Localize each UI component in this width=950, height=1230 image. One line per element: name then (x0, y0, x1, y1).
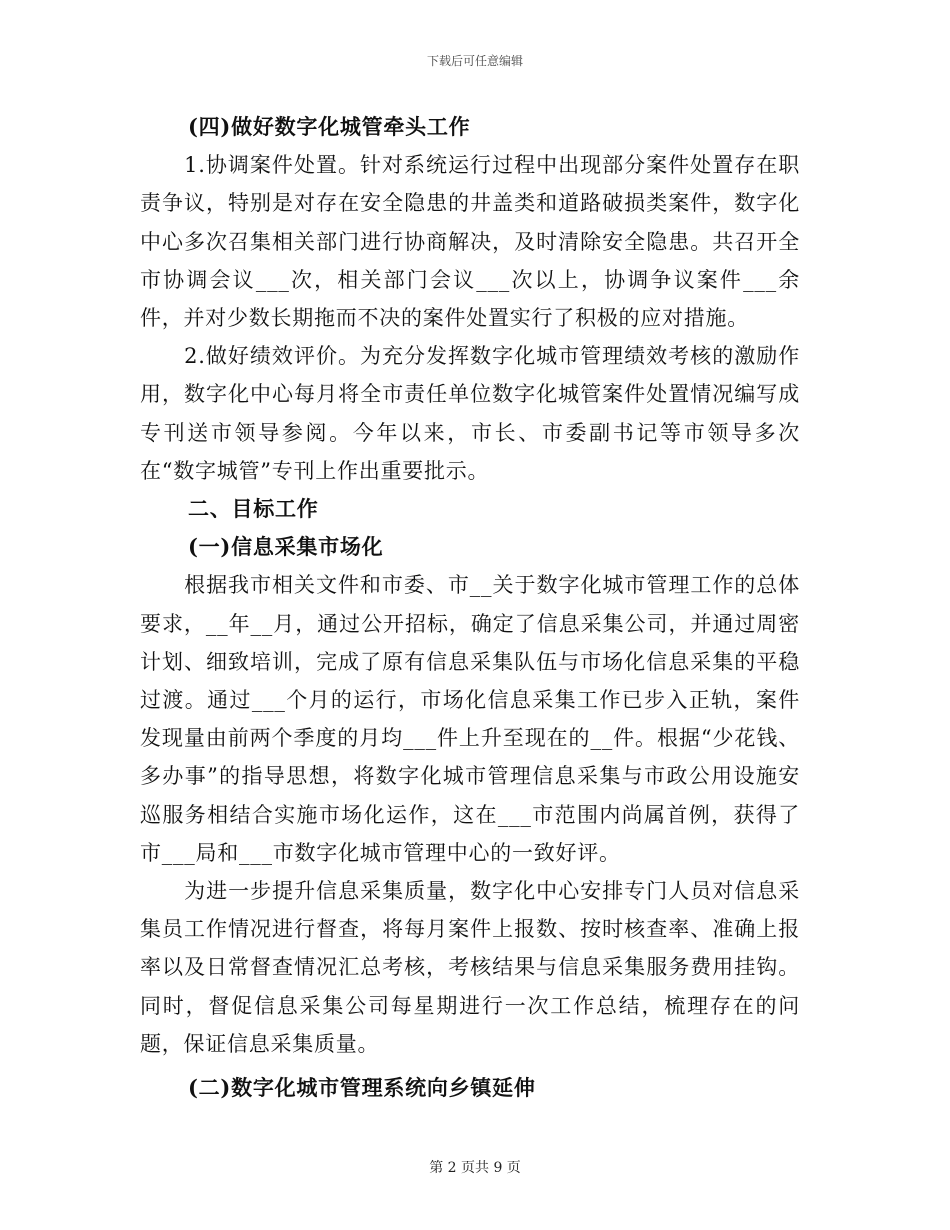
page-footer: 第 2 页共 9 页 (429, 1160, 521, 1176)
heading-info-collection: (一)信息采集市场化 (188, 534, 384, 560)
paragraph-coordinate-cases: 1.协调案件处置。针对系统运行过程中出现部分案件处置存在职责争议，特别是对存在安全隐患的井盖类和道路破损类案件，数字化中心多次召集相关部门进行协商解决，及时清除安全隐患。共召开全市协调会议___次，相关部门会议___次以上，协调争议案件___余件，并对少数长期拖而不决的案件处置实行了积极的应对措施。 (140, 153, 800, 331)
paragraph-info-collection: 根据我市相关文件和市委、市__关于数字化城市管理工作的总体要求，__年__月，通过公开招标，确定了信息采集公司，并通过周密计划、细致培训，完成了原有信息采集队伍与市场化信息采集的平稳过渡。通过___个月的运行，市场化信息采集工作已步入正轨，案件发现量由前两个季度的月均___件上升至现在的__件。根据“少花钱、多办事”的指导思想，将数字化城市管理信息采集与市政公用设施安巡服务相结合实施市场化运作，这在___市范围内尚属首例，获得了市___局和___市数字化城市管理中心的一致好评。 (140, 573, 800, 865)
page-header: 下载后可任意编辑 (426, 54, 523, 68)
heading-section-4: (四)做好数字化城管牵头工作 (188, 114, 471, 139)
paragraph-performance-evaluation: 2.做好绩效评价。为充分发挥数字化城市管理绩效考核的激励作用，数字化中心每月将全市责任单位数字化城管案件处置情况编写成专刊送市领导参阅。今年以来，市长、市委副书记等市领导多次在“数字城管”专刊上作出重要批示。 (140, 344, 800, 483)
heading-target-work: 二、目标工作 (188, 496, 319, 522)
heading-township-extension: (二)数字化城市管理系统向乡镇延伸 (188, 1075, 536, 1101)
paragraph-quality-improvement: 为进一步提升信息采集质量，数字化中心安排专门人员对信息采集员工作情况进行督查，将每月案件上报数、按时核查率、准确上报率以及日常督查情况汇总考核，考核结果与信息采集服务费用挂钩。同时，督促信息采集公司每星期进行一次工作总结，梳理存在的问题，保证信息采集质量。 (140, 879, 800, 1056)
document-body (140, 108, 800, 1107)
